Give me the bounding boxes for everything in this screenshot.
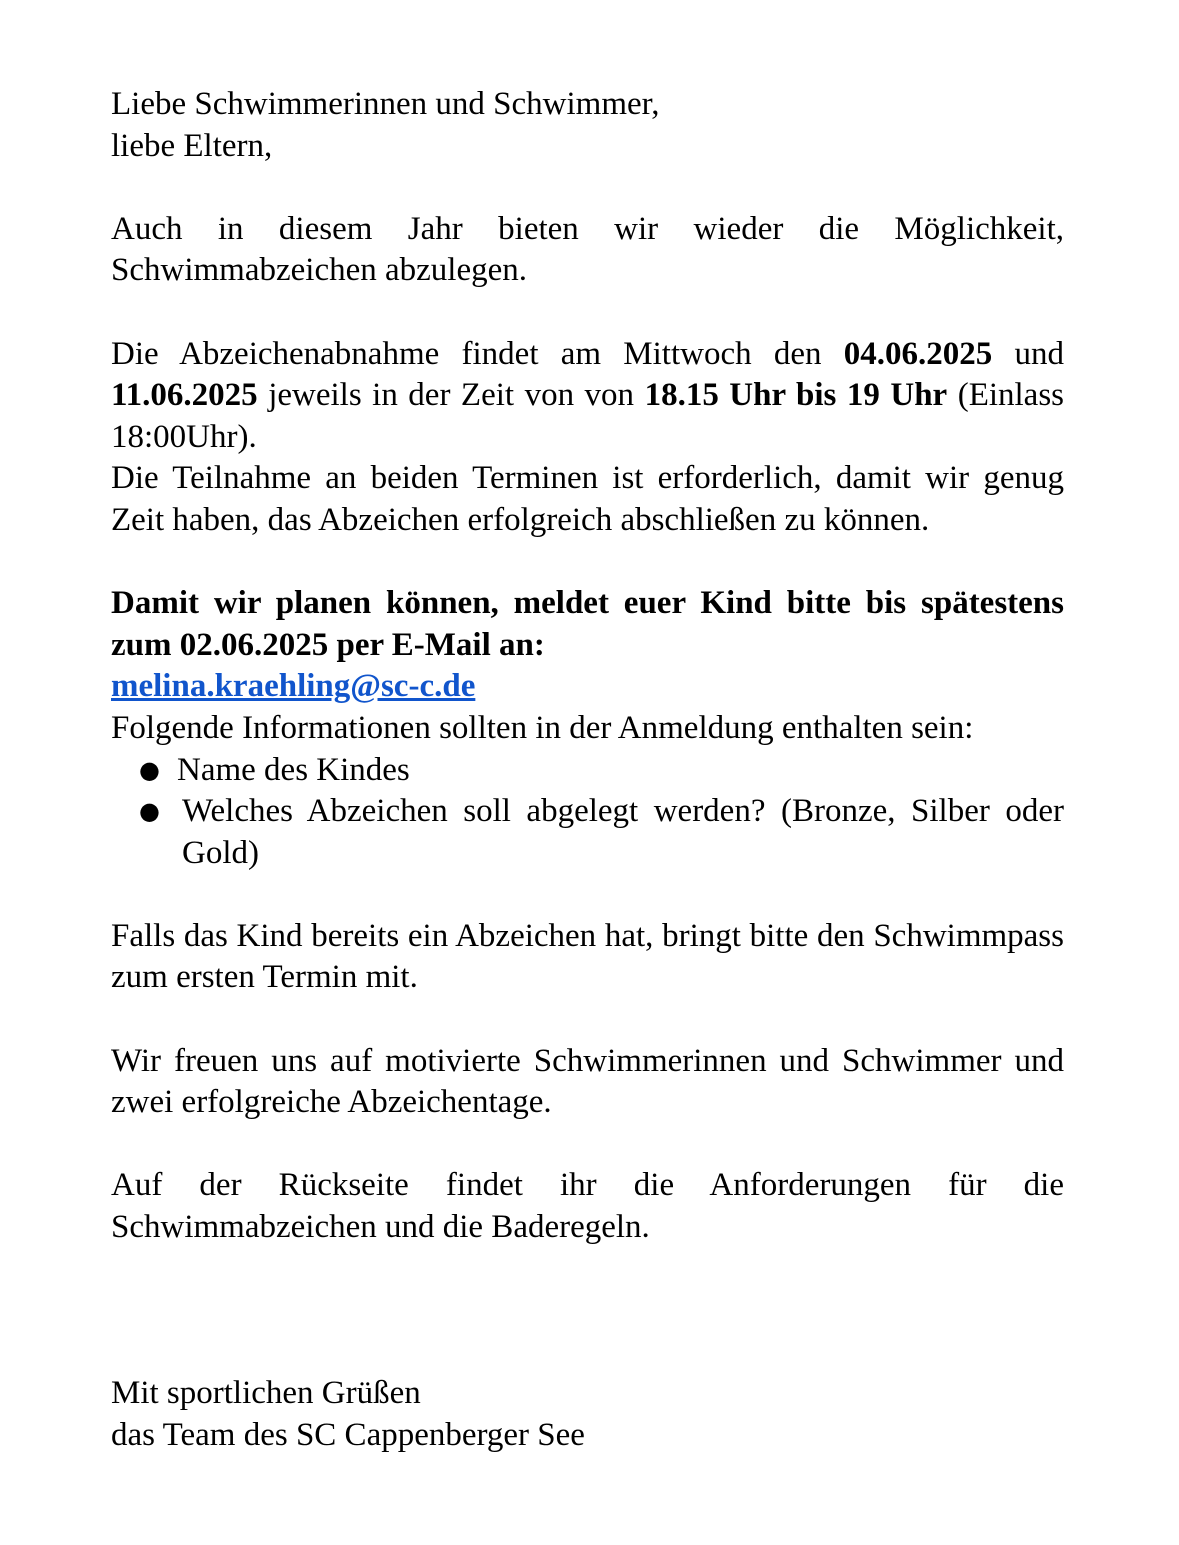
letter-document [111,84,1064,1457]
spacer [111,292,1064,334]
spacer [111,1249,1064,1374]
list-item-text: Name des Kindes [177,751,410,788]
registration-email-link[interactable]: melina.kraehling@sc-c.de [111,668,476,705]
attendance-paragraph: Die Teilnahme an beiden Terminen ist erforderlich, damit wir genug Zeit haben, das Abzeichen erfolgreich abschließen zu können. [111,460,1064,538]
signature-line-2: das Team des SC Cappenberger See [111,1417,585,1454]
list-item-text: Welches Abzeichen soll abgelegt werden? (Bronze, Silber oder Gold) [182,793,1064,871]
registration-text: Damit wir planen können, meldet euer Kind bitte bis spätestens zum 02.06.2025 per E-Mail an: [111,585,1064,663]
greeting-line-1: Liebe Schwimmerinnen und Schwimmer, [111,86,660,122]
spacer [111,167,1064,209]
schedule-date-1: 04.06.2025 [843,335,993,372]
schedule-and: und [1014,335,1065,372]
list-item [111,791,1064,874]
backside-paragraph: Auf der Rückseite findet ihr die Anforderungen für die Schwimmabzeichen und die Baderegeln. [111,1167,1064,1246]
spacer [111,874,1064,916]
intro-paragraph: Auch in diesem Jahr bieten wir wieder die Möglichkeit, Schwimmabzeichen abzulegen. [111,210,1064,289]
bullet-icon: ● [139,797,160,826]
requirements-list [111,750,1064,875]
signature-line-1: Mit sportlichen Grüßen [111,1375,421,1412]
schedule-entry: (Einlass 18:00Uhr). [111,377,1065,455]
info-intro: Folgende Informationen sollten in der Anmeldung enthalten sein: [111,709,974,746]
schedule-date-2: 11.06.2025 [111,377,258,414]
spacer [111,542,1064,584]
spacer [111,1124,1064,1166]
schedule-prefix: Die Abzeichenabnahme findet am Mittwoch den [111,335,822,372]
schedule-paragraph [111,334,1064,459]
registration-paragraph [111,583,1064,708]
schedule-time: 18.15 Uhr bis 19 Uhr [644,377,948,414]
list-item [111,750,1064,792]
pass-note-paragraph: Falls das Kind bereits ein Abzeichen hat, bringt bitte den Schwimmpass zum ersten Termin mit. [111,917,1064,996]
closing-wish-paragraph: Wir freuen uns auf motivierte Schwimmerinnen und Schwimmer und zwei erfolgreiche Abzeichentage. [111,1042,1064,1121]
schedule-middle: jeweils in der Zeit von von [268,377,635,414]
greeting-line-2: liebe Eltern, [111,127,273,164]
spacer [111,999,1064,1041]
bullet-icon: ● [139,755,160,784]
